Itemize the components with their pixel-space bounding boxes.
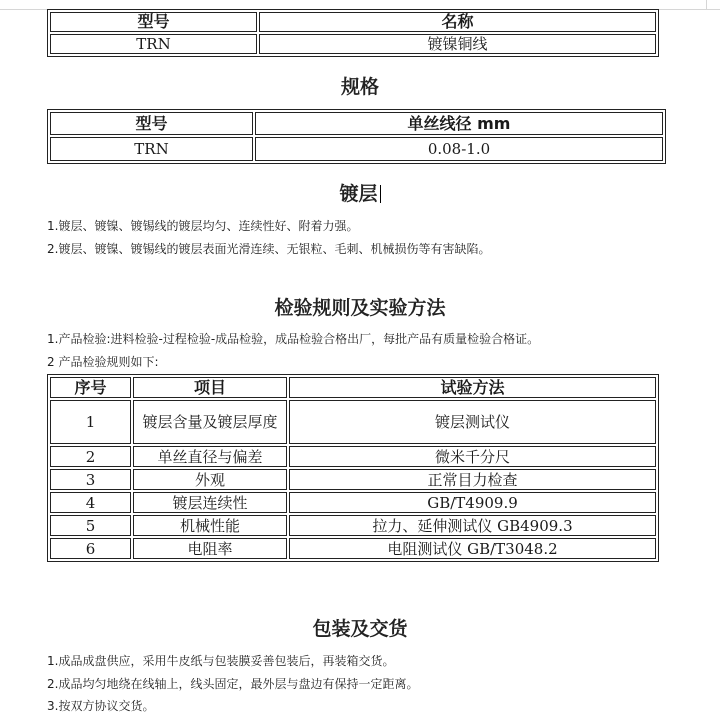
coating-line-1: 1.镀层、镀镍、镀锡线的镀层均匀、连续性好、附着力强。 — [47, 219, 359, 233]
table-row — [50, 492, 656, 513]
table3-cell-method: 镀层测试仪 — [289, 400, 656, 444]
table1-header-name: 名称 — [259, 12, 656, 32]
table3-cell-no: 4 — [50, 492, 131, 513]
spec-table — [47, 109, 666, 164]
table3-cell-item: 外观 — [133, 469, 287, 490]
table3-cell-method: GB/T4909.9 — [289, 492, 656, 513]
table3-cell-method: 电阻测试仪 GB/T3048.2 — [289, 538, 656, 559]
table3-cell-no: 6 — [50, 538, 131, 559]
table1-cell-model: TRN — [50, 34, 257, 54]
table-row — [50, 538, 656, 559]
table-row — [50, 469, 656, 490]
table3-cell-item: 镀层连续性 — [133, 492, 287, 513]
table3-cell-item: 机械性能 — [133, 515, 287, 536]
table-row — [50, 400, 656, 444]
table2-header-model: 型号 — [50, 112, 253, 135]
spec-heading: 规格 — [340, 76, 379, 98]
inspection-line-1: 1.产品检验:进料检验-过程检验-成品检验，成品检验合格出厂，每批产品有质量检验合格证。 — [47, 332, 540, 346]
table3-cell-no: 1 — [50, 400, 131, 444]
table3-cell-item: 电阻率 — [133, 538, 287, 559]
table3-header-item: 项目 — [133, 377, 287, 398]
margin-rule — [706, 0, 707, 9]
table3-cell-method: 拉力、延伸测试仪 GB4909.3 — [289, 515, 656, 536]
table3-cell-method: 正常目力检查 — [289, 469, 656, 490]
packaging-line-2: 2.成品均匀地绕在线轴上，线头固定，最外层与盘边有保持一定距离。 — [47, 677, 419, 691]
inspection-heading: 检验规则及实验方法 — [274, 297, 446, 319]
table3-cell-item: 镀层含量及镀层厚度 — [133, 400, 287, 444]
coating-heading[interactable]: 镀层 — [0, 179, 720, 206]
table3-cell-no: 2 — [50, 446, 131, 467]
inspection-line-2: 2 产品检验规则如下: — [47, 355, 159, 369]
table-row — [50, 515, 656, 536]
table1-header-model: 型号 — [50, 12, 257, 32]
packaging-heading: 包装及交货 — [312, 618, 408, 640]
table3-header-no: 序号 — [50, 377, 131, 398]
table2-cell-diameter: 0.08-1.0 — [255, 137, 663, 161]
table3-cell-no: 5 — [50, 515, 131, 536]
table3-cell-method: 微米千分尺 — [289, 446, 656, 467]
table2-cell-model: TRN — [50, 137, 253, 161]
table3-cell-no: 3 — [50, 469, 131, 490]
model-name-table — [47, 9, 659, 57]
inspection-table — [47, 374, 659, 562]
table3-header-method: 试验方法 — [289, 377, 656, 398]
coating-line-2: 2.镀层、镀镍、镀锡线的镀层表面光滑连续、无银粒、毛刺、机械损伤等有害缺陷。 — [47, 242, 491, 256]
packaging-line-3: 3.按双方协议交货。 — [47, 699, 155, 713]
text-cursor — [380, 185, 381, 203]
table3-cell-item: 单丝直径与偏差 — [133, 446, 287, 467]
table-row — [50, 446, 656, 467]
table2-header-diameter: 单丝线径 mm — [255, 112, 663, 135]
packaging-line-1: 1.成品成盘供应，采用牛皮纸与包装膜妥善包装后，再装箱交货。 — [47, 654, 395, 668]
table1-cell-name: 镀镍铜线 — [259, 34, 656, 54]
